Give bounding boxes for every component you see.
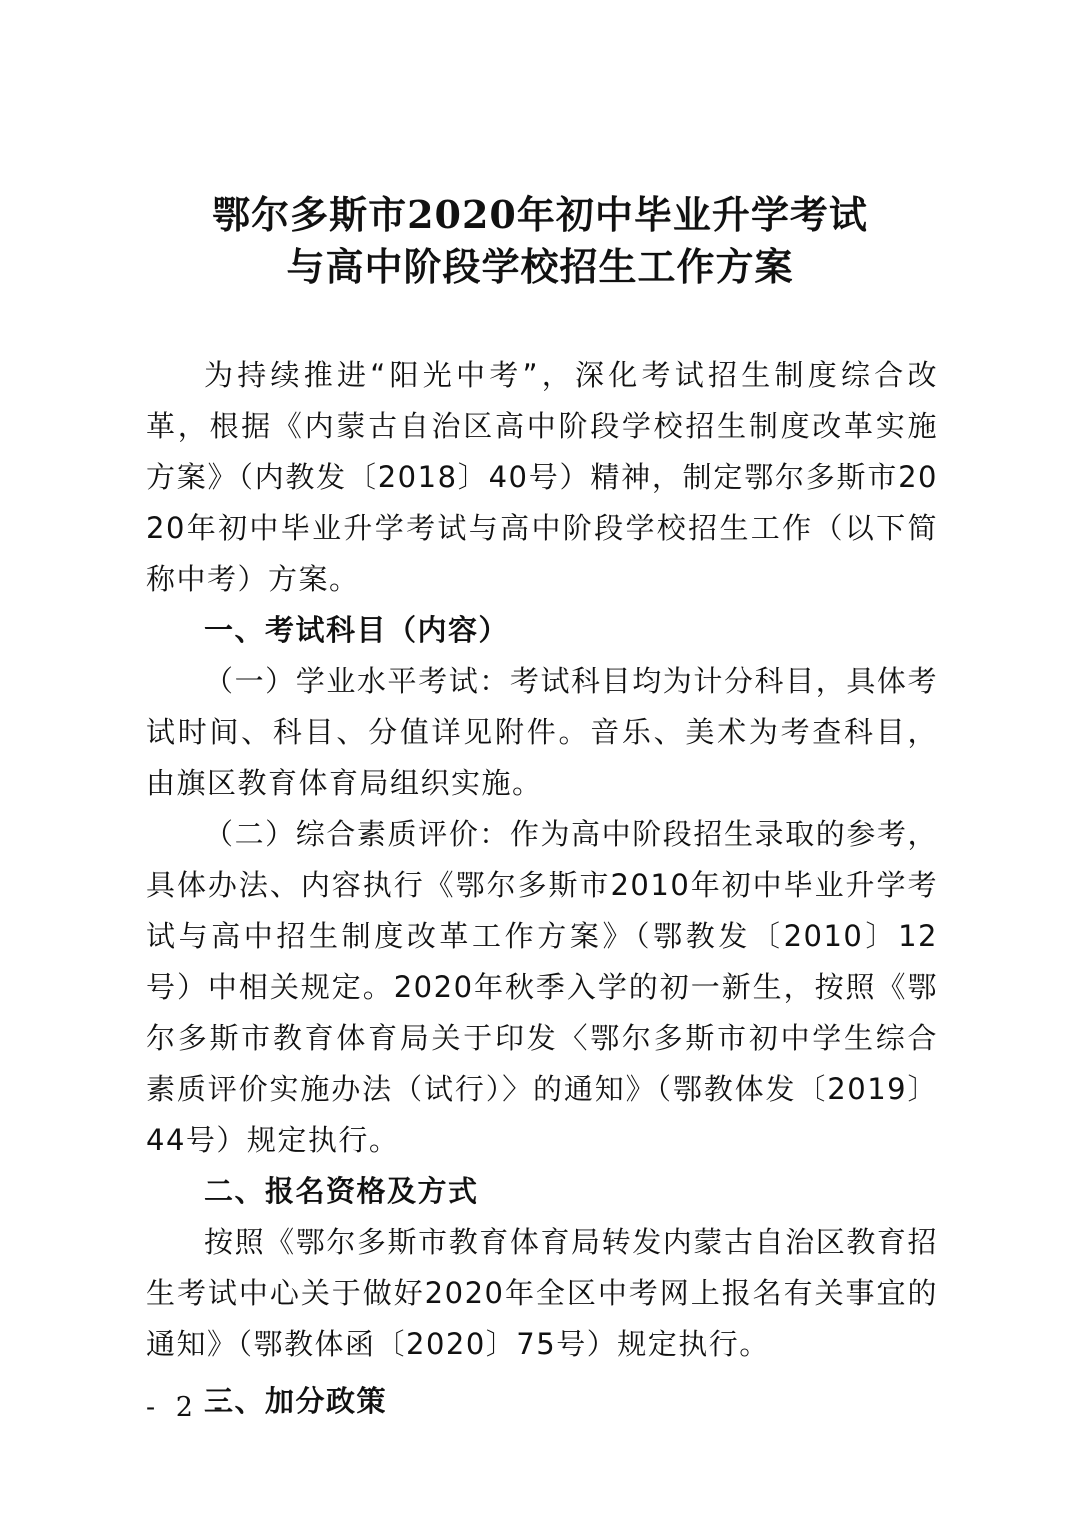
document-title-line-1: 鄂尔多斯市2020年初中毕业升学考试	[212, 192, 868, 237]
section-2-heading: 二、报名资格及方式	[204, 1174, 479, 1208]
section-1-item-1: （一）学业水平考试：考试科目均为计分科目，具体考试时间、科目、分值详见附件。音乐、美术为考查科目，由旗区教育体育局组织实施。	[146, 664, 938, 800]
section-1-heading: 一、考试科目（内容）	[204, 613, 510, 647]
section-2-text: 按照《鄂尔多斯市教育体育局转发内蒙古自治区教育招生考试中心关于做好2020年全区中考网上报名有关事宜的通知》（鄂教体函〔2020〕75号）规定执行。	[146, 1225, 938, 1361]
section-3-heading: 三、加分政策	[204, 1384, 388, 1418]
document-body	[146, 350, 938, 1427]
section-1-item-2: （二）综合素质评价：作为高中阶段招生录取的参考，具体办法、内容执行《鄂尔多斯市2010年初中毕业升学考试与高中招生制度改革工作方案》（鄂教发〔2010〕12号）中相关规定。2020年秋季入学的初一新生，按照《鄂尔多斯市教育体育局关于印发〈鄂尔多斯市初中学生综合素质评价实施办法（试行）〉的通知》（鄂教体发〔2019〕44号）规定执行。	[146, 817, 938, 1157]
document-title-line-2: 与高中阶段学校招生工作方案	[286, 244, 794, 289]
page-number: - 2 -	[146, 1392, 229, 1423]
intro-paragraph: 为持续推进“阳光中考”，深化考试招生制度综合改革，根据《内蒙古自治区高中阶段学校招生制度改革实施方案》（内教发〔2018〕40号）精神，制定鄂尔多斯市2020年初中毕业升学考试与高中阶段学校招生工作（以下简称中考）方案。	[146, 358, 938, 596]
